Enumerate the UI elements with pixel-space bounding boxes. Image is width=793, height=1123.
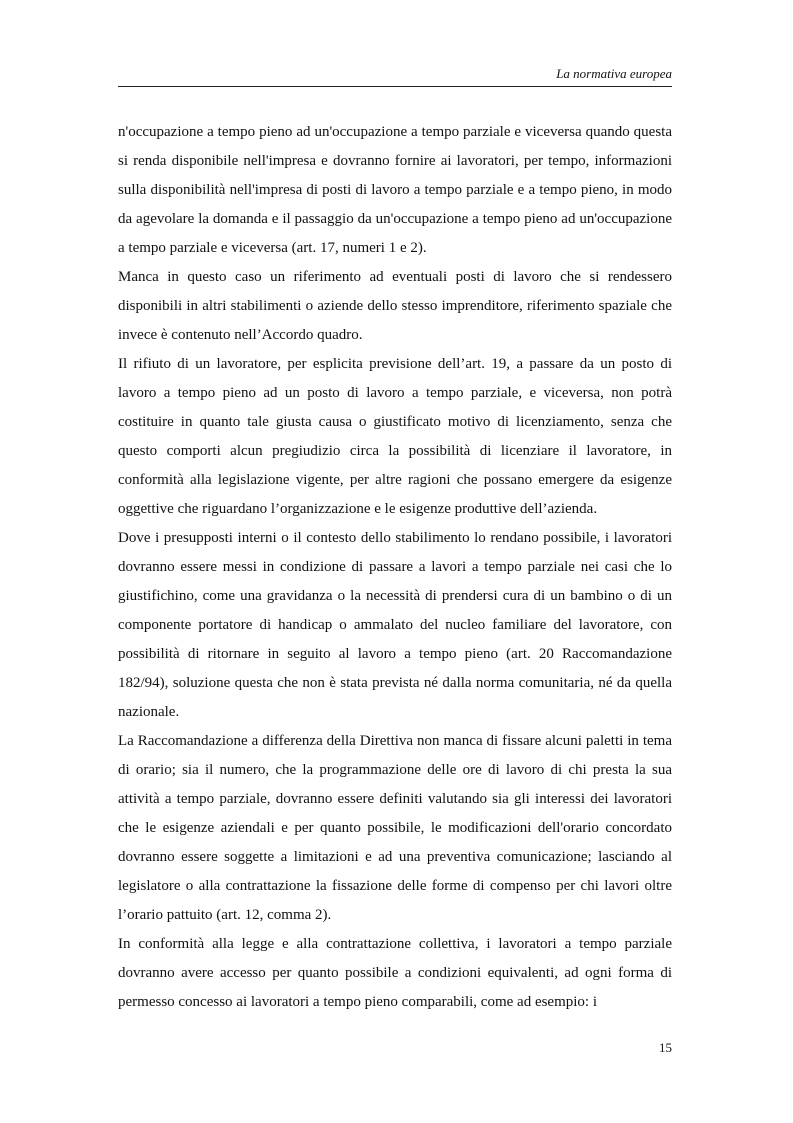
- paragraph-2: Manca in questo caso un riferimento ad eventuali posti di lavoro che si rendessero disponibili in altri stabilimenti o aziende dello stesso imprenditore, riferimento spaziale che invece è contenuto nell’Accordo quadro.: [118, 269, 672, 343]
- paragraph-6: In conformità alla legge e alla contrattazione collettiva, i lavoratori a tempo parziale dovranno avere accesso per quanto possibile a condizioni equivalenti, ad ogni forma di permesso concesso ai lavoratori a tempo pieno comparabili, come ad esempio: i: [118, 936, 672, 1010]
- page-number: 15: [659, 1040, 672, 1055]
- body-text: [118, 118, 672, 1017]
- running-head: La normativa europea: [556, 66, 672, 81]
- paragraph-5: La Raccomandazione a differenza della Direttiva non manca di fissare alcuni paletti in tema di orario; sia il numero, che la programmazione delle ore di lavoro di chi presta la sua attività a tempo parziale, dovranno essere definiti valutando sia gli interessi dei lavoratori che le esigenze aziendali e per quanto possibile, le modificazioni dell'orario concordato dovranno essere soggette a limitazioni e ad una preventiva comunicazione; lasciando al legislatore o alla contrattazione la fissazione delle forme di compenso per chi lavori oltre l’orario pattuito (art. 12, comma 2).: [118, 733, 672, 923]
- header-rule: [118, 86, 672, 87]
- paragraph-1: n'occupazione a tempo pieno ad un'occupazione a tempo parziale e viceversa quando questa si renda disponibile nell'impresa e dovranno fornire ai lavoratori, per tempo, informazioni sulla disponibilità nell'impresa di posti di lavoro a tempo parziale e a tempo pieno, in modo da agevolare la domanda e il passaggio da un'occupazione a tempo pieno ad un'occupazione a tempo parziale e viceversa (art. 17, numeri 1 e 2).: [118, 124, 672, 256]
- paragraph-4: Dove i presupposti interni o il contesto dello stabilimento lo rendano possibile, i lavoratori dovranno essere messi in condizione di passare a lavori a tempo parziale nei casi che lo giustifichino, come una gravidanza o la necessità di prendersi cura di un bambino o di un componente portatore di handicap o ammalato del nucleo familiare del lavoratore, con possibilità di ritornare in seguito al lavoro a tempo pieno (art. 20 Raccomandazione 182/94), soluzione questa che non è stata prevista né dalla norma comunitaria, né da quella nazionale.: [118, 530, 672, 720]
- paragraph-3: Il rifiuto di un lavoratore, per esplicita previsione dell’art. 19, a passare da un posto di lavoro a tempo pieno ad un posto di lavoro a tempo parziale, e viceversa, non potrà costituire in quanto tale giusta causa o giustificato motivo di licenziamento, senza che questo comporti alcun pregiudizio circa la possibilità di licenziare il lavoratore, in conformità alla legislazione vigente, per altre ragioni che possano emergere da esigenze oggettive che riguardano l’organizzazione e le esigenze produttive dell’azienda.: [118, 356, 672, 517]
